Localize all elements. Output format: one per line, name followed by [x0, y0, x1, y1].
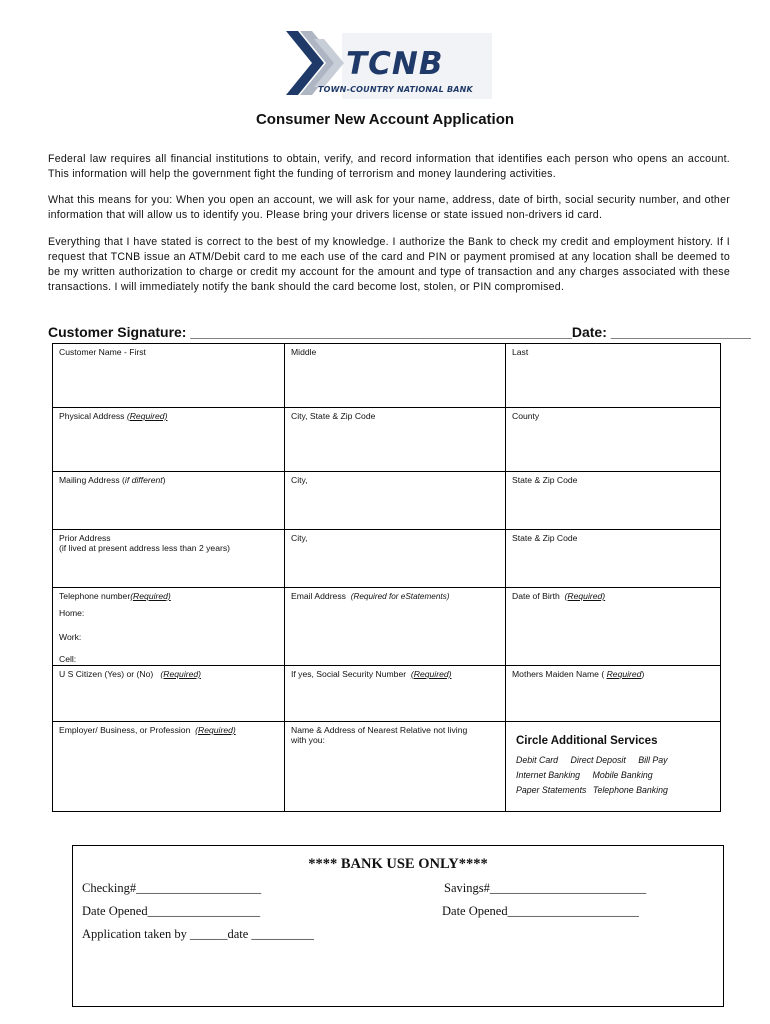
- email-note: (Required for eStatements): [350, 592, 450, 601]
- work-phone-label: Work:: [59, 632, 82, 642]
- ssn-label: If yes, Social Security Number: [291, 669, 407, 679]
- logo-name: TCNB: [346, 46, 444, 82]
- service-bill-pay[interactable]: Bill Pay: [638, 755, 668, 765]
- last-name-field[interactable]: [506, 344, 721, 408]
- employer-required: (Required): [195, 725, 236, 735]
- notice-paragraph-1: Federal law requires all financial institutions to obtain, verify, and record information that identifies each person who opens an account. This information will help the government fight the funding of terrorism and money laundering activities.: [48, 153, 730, 180]
- us-citizen-field[interactable]: [53, 666, 285, 722]
- service-debit-card[interactable]: Debit Card: [516, 755, 559, 765]
- customer-info-table: [52, 343, 721, 812]
- service-internet-banking[interactable]: Internet Banking: [516, 770, 581, 780]
- ssn-required: (Required): [410, 669, 452, 679]
- city-state-zip-field[interactable]: [285, 408, 506, 472]
- service-telephone-banking[interactable]: Telephone Banking: [592, 785, 668, 795]
- signature-line[interactable]: [48, 324, 751, 340]
- services-row-3: [516, 785, 714, 795]
- application-taken-by-field[interactable]: Application taken by ______date __________: [82, 927, 314, 941]
- maiden-name-field[interactable]: [506, 666, 721, 722]
- logo-full-name: TOWN-COUNTRY NATIONAL BANK: [318, 85, 473, 94]
- prior-state-zip-field[interactable]: [506, 530, 721, 588]
- notice-paragraph-2: What this means for you: When you open an account, we will ask for your name, address, date of birth, social security number, and other information that will allow us to identify you. Please bring your drivers license or state issued non-drivers id card.: [48, 194, 730, 221]
- cell-phone-label: Cell:: [59, 654, 77, 664]
- prior-city-label: City,: [291, 533, 308, 543]
- employer-field[interactable]: [53, 722, 285, 812]
- savings-date-opened-field[interactable]: Date Opened_____________________: [442, 904, 639, 918]
- physical-address-label: Physical Address: [59, 411, 125, 421]
- date-of-birth-field[interactable]: [506, 588, 721, 666]
- mailing-address-label: Mailing Address (: [59, 475, 125, 485]
- bank-use-only-box: [72, 845, 724, 1007]
- service-direct-deposit[interactable]: Direct Deposit: [570, 755, 626, 765]
- maiden-required: Required: [606, 669, 642, 679]
- additional-services-field[interactable]: [506, 722, 721, 812]
- telephone-label: Telephone number: [59, 591, 131, 601]
- checking-number-field[interactable]: Checking#____________________: [82, 881, 262, 895]
- physical-address-field[interactable]: [53, 408, 285, 472]
- middle-name-field[interactable]: [285, 344, 506, 408]
- service-paper-statements[interactable]: Paper Statements: [516, 785, 587, 795]
- first-name-field[interactable]: [53, 344, 285, 408]
- required-note: (Required): [126, 411, 168, 421]
- prior-state-zip-label: State & Zip Code: [512, 533, 578, 543]
- first-name-label: Customer Name - First: [59, 347, 146, 357]
- bank-logo: [284, 27, 496, 105]
- nearest-relative-label: Name & Address of Nearest Relative not living with you:: [291, 725, 468, 745]
- dob-label: Date of Birth: [512, 591, 560, 601]
- mailing-city-label: City,: [291, 475, 308, 485]
- services-row-2: [516, 770, 714, 780]
- services-row-1: [516, 755, 714, 765]
- maiden-close: ): [641, 669, 645, 679]
- telephone-field[interactable]: [53, 588, 285, 666]
- middle-name-label: Middle: [291, 347, 317, 357]
- county-label: County: [512, 411, 540, 421]
- prior-address-note: (if lived at present address less than 2 years): [59, 543, 231, 553]
- prior-address-field[interactable]: [53, 530, 285, 588]
- signature-label: Customer Signature: _________________________________________________: [48, 324, 572, 340]
- ssn-field[interactable]: [285, 666, 506, 722]
- services-title: Circle Additional Services: [516, 735, 658, 747]
- employer-label: Employer/ Business, or Profession: [59, 725, 191, 735]
- service-mobile-banking[interactable]: Mobile Banking: [592, 770, 653, 780]
- mailing-note: if different: [124, 475, 163, 485]
- email-field[interactable]: [285, 588, 506, 666]
- telephone-required: (Required): [130, 591, 171, 601]
- dob-required: (Required): [564, 591, 606, 601]
- savings-number-field[interactable]: Savings#_________________________: [444, 881, 647, 895]
- checking-date-opened-field[interactable]: Date Opened__________________: [82, 904, 261, 918]
- city-state-zip-label: City, State & Zip Code: [291, 411, 376, 421]
- prior-city-field[interactable]: [285, 530, 506, 588]
- mailing-state-zip-field[interactable]: [506, 472, 721, 530]
- county-field[interactable]: [506, 408, 721, 472]
- us-citizen-required: (Required): [160, 669, 202, 679]
- mailing-close: ): [162, 475, 166, 485]
- prior-address-label: Prior Address: [59, 533, 111, 543]
- maiden-name-label: Mothers Maiden Name (: [512, 669, 605, 679]
- mailing-city-field[interactable]: [285, 472, 506, 530]
- home-phone-label: Home:: [59, 608, 85, 618]
- mailing-address-field[interactable]: [53, 472, 285, 530]
- last-name-label: Last: [512, 347, 529, 357]
- page-title: Consumer New Account Application: [255, 111, 515, 128]
- bank-use-title: **** BANK USE ONLY****: [308, 856, 488, 872]
- authorization-paragraph: Everything that I have stated is correct to the best of my knowledge. I authorize the Bank to check my credit and employment history. If I request that TCNB issue an ATM/Debit card to me each use of the card and PIN or payment promised at any location shall be deemed to be my written authorization to charge or credit my account for the amount and type of transaction and any charges associated with these transactions. I will immediately notify the bank should the card become lost, stolen, or PIN compromised.: [48, 236, 730, 293]
- nearest-relative-field[interactable]: [285, 722, 506, 812]
- us-citizen-label: U S Citizen (Yes) or (No): [59, 669, 154, 679]
- mailing-state-zip-label: State & Zip Code: [512, 475, 578, 485]
- email-label: Email Address: [291, 591, 346, 601]
- date-label: Date: __________________: [571, 324, 751, 340]
